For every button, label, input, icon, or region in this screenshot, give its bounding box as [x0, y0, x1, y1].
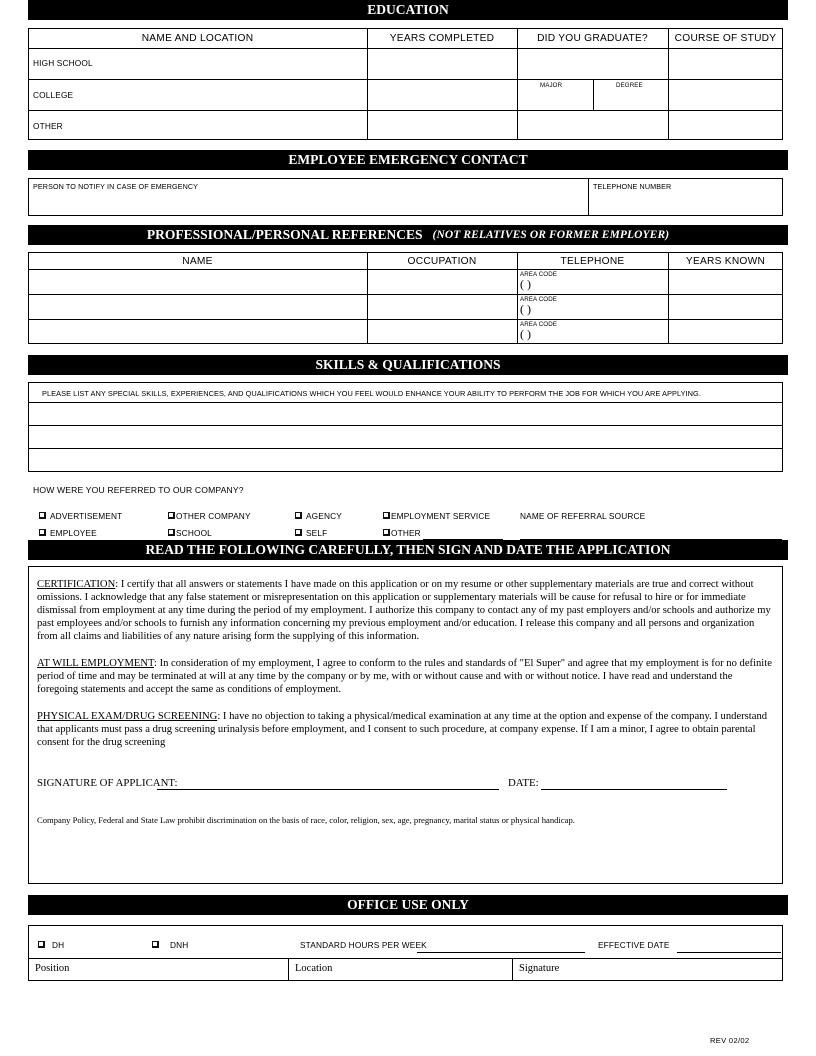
office-use-hours-label: STANDARD HOURS PER WEEK	[300, 940, 427, 950]
education-cell-college-major[interactable]	[519, 88, 592, 109]
date-input[interactable]	[541, 777, 727, 790]
checkbox-dnh[interactable]	[152, 941, 159, 948]
referral-label-self: SELF	[306, 528, 328, 538]
education-col-did-you-graduate: DID YOU GRADUATE?	[537, 33, 648, 44]
signature-of-applicant-input[interactable]	[157, 777, 499, 790]
checkbox-school[interactable]	[168, 529, 175, 536]
skills-instruction: PLEASE LIST ANY SPECIAL SKILLS, EXPERIENCES, AND QUALIFICATIONS WHICH YOU FEEL WOULD ENHANCE YOUR ABILITY TO PERFORM THE JOB FOR WHICH YOU ARE APPLYING.	[42, 389, 701, 398]
references-cell-years-known-3[interactable]	[670, 321, 782, 343]
referral-label-other: OTHER	[391, 528, 421, 538]
checkbox-other[interactable]	[383, 529, 390, 536]
references-col-occupation: OCCUPATION	[407, 256, 477, 267]
certification-body: : I certify that all answers or statements I have made on this application or on my resume or other supplementary materials are true and correct without omissions. I acknowledge that any false statement or misrepresentation on this application or supplementary materials will be cause for refusal to hire or for immediate dismissal from employment at any time during the period of my employment. I authorize this company to contact any of my past employers and/or schools and authorize my past employees and/or schools to furnish any information concerning my previous employment and/or education. I release this company and all persons and organization from all claims and liabilities of any nature arising form the supplying of this information.	[37, 579, 771, 643]
section-header-references	[28, 225, 788, 245]
education-cell-college-course[interactable]	[670, 81, 782, 109]
section-header-emergency-contact	[28, 150, 788, 170]
references-area-code-label-3: AREA CODE	[520, 321, 558, 328]
education-row-other: OTHER	[33, 121, 63, 131]
education-cell-other-name[interactable]	[30, 112, 366, 139]
office-use-effective-date-label: EFFECTIVE DATE	[598, 940, 670, 950]
checkbox-agency[interactable]	[295, 512, 302, 519]
office-use-hours-input[interactable]	[417, 941, 585, 953]
emergency-person-label: PERSON TO NOTIFY IN CASE OF EMERGENCY	[33, 182, 199, 191]
referral-source-input[interactable]	[520, 528, 782, 540]
references-cell-years-known-1[interactable]	[670, 271, 782, 293]
education-cell-other-course[interactable]	[670, 112, 782, 139]
at-will-heading: AT WILL EMPLOYMENT	[37, 658, 154, 669]
references-phone-paren-2: ( )	[520, 302, 531, 316]
checkbox-employment-service[interactable]	[383, 512, 390, 519]
education-col-name-location: NAME AND LOCATION	[141, 33, 254, 44]
section-header-education	[28, 0, 788, 20]
nondiscrimination-notice: Company Policy, Federal and State Law prohibit discrimination on the basis of race, color, religion, sex, age, pregnancy, marital status or physical handicap.	[37, 815, 575, 825]
signature-of-applicant-label: SIGNATURE OF APPLICANT:	[37, 777, 178, 789]
checkbox-advertisement[interactable]	[39, 512, 46, 519]
referral-label-employee: EMPLOYEE	[50, 528, 97, 538]
section-header-skills-label: SKILLS & QUALIFICATIONS	[315, 357, 501, 372]
checkbox-other-company[interactable]	[168, 512, 175, 519]
references-phone-paren-3: ( )	[520, 327, 531, 341]
skills-input-line-1[interactable]	[30, 404, 782, 424]
section-header-skills	[28, 355, 788, 375]
at-will-paragraph	[37, 657, 775, 696]
emergency-person-field[interactable]	[30, 192, 586, 214]
office-use-signature-input[interactable]	[575, 960, 781, 979]
references-cell-name-2[interactable]	[30, 296, 366, 318]
education-col-years-completed: YEARS COMPLETED	[389, 33, 495, 44]
office-use-col-rule-1	[288, 958, 289, 981]
referral-question: HOW WERE YOU REFERRED TO OUR COMPANY?	[33, 485, 244, 495]
office-use-effective-date-input[interactable]	[677, 941, 781, 953]
office-use-location-input[interactable]	[345, 960, 510, 979]
references-cell-years-known-2[interactable]	[670, 296, 782, 318]
physical-exam-heading: PHYSICAL EXAM/DRUG SCREENING	[37, 711, 218, 722]
references-col-years-known: YEARS KNOWN	[685, 256, 766, 267]
education-cell-high-school-name[interactable]	[30, 50, 366, 78]
office-use-dh-label: DH	[52, 940, 65, 950]
physical-exam-body: : I have no objection to taking a physical/medical examination at any time at the option and expense of the company. I understand that applicants must pass a drug screening urinalysis before employment, and I consent to such procedure, at company expense. If I am a minor, I agree to obtain parental consent for the drug screening	[37, 711, 768, 749]
emergency-phone-label: TELEPHONE NUMBER	[593, 182, 672, 191]
certification-heading: CERTIFICATION	[37, 579, 116, 590]
emergency-phone-field[interactable]	[590, 192, 782, 214]
skills-input-line-3[interactable]	[30, 450, 782, 471]
education-cell-other-years[interactable]	[369, 112, 516, 139]
checkbox-employee[interactable]	[39, 529, 46, 536]
section-header-agreement	[28, 540, 788, 560]
section-header-emergency-contact-label: EMPLOYEE EMERGENCY CONTACT	[288, 152, 528, 167]
office-use-col-rule-2	[512, 958, 513, 981]
physical-exam-paragraph	[37, 710, 775, 749]
education-col-course-of-study: COURSE OF STUDY	[674, 33, 777, 44]
checkbox-self[interactable]	[295, 529, 302, 536]
references-area-code-label-1: AREA CODE	[520, 271, 558, 278]
skills-input-line-2[interactable]	[30, 427, 782, 447]
certification-paragraph	[37, 578, 775, 643]
office-use-dnh-label: DNH	[170, 940, 189, 950]
revision-footer: REV 02/02	[710, 1036, 750, 1045]
office-use-signature-label: Signature	[519, 963, 560, 974]
references-col-telephone: TELEPHONE	[560, 256, 625, 267]
referral-label-agency: AGENCY	[306, 511, 342, 521]
referral-label-other-company: OTHER COMPANY	[176, 511, 251, 521]
references-area-code-label-2: AREA CODE	[520, 296, 558, 303]
references-cell-phone-3[interactable]	[560, 325, 666, 343]
referral-label-school: SCHOOL	[176, 528, 212, 538]
referral-label-employment-service: EMPLOYMENT SERVICE	[391, 511, 491, 521]
education-cell-high-school-course[interactable]	[670, 50, 782, 78]
education-cell-college-years[interactable]	[369, 81, 516, 109]
references-cell-phone-1[interactable]	[560, 275, 666, 293]
education-cell-college-degree[interactable]	[595, 88, 667, 109]
section-header-education-label: EDUCATION	[367, 2, 449, 17]
references-cell-occupation-2[interactable]	[369, 296, 516, 318]
education-cell-high-school-years[interactable]	[369, 50, 516, 78]
office-use-position-label: Position	[35, 963, 70, 974]
references-cell-phone-2[interactable]	[560, 300, 666, 318]
references-cell-occupation-3[interactable]	[369, 321, 516, 343]
referral-label-advertisement: ADVERTISEMENT	[50, 511, 123, 521]
office-use-position-input[interactable]	[80, 960, 285, 979]
education-college-major-label: MAJOR	[540, 82, 563, 89]
section-header-office-use	[28, 895, 788, 915]
education-cell-college-name[interactable]	[30, 81, 366, 109]
office-use-location-label: Location	[295, 963, 333, 974]
checkbox-dh[interactable]	[38, 941, 45, 948]
section-header-agreement-label: READ THE FOLLOWING CAREFULLY, THEN SIGN AND DATE THE APPLICATION	[145, 542, 671, 557]
education-cell-high-school-graduate[interactable]	[519, 50, 667, 78]
section-header-references-subtitle: (NOT RELATIVES OR FORMER EMPLOYER)	[432, 229, 670, 241]
at-will-body: : In consideration of my employment, I agree to conform to the rules and standards of "El Super" and agree that my employment is for no definite period of time and may be terminated at will at any time by the company or by me, with or without cause and with or without notice. I have read and understand the foregoing statements and accept the same as conditions of employment.	[37, 658, 772, 696]
section-header-office-use-label: OFFICE USE ONLY	[347, 897, 469, 912]
references-col-name: NAME	[182, 256, 213, 267]
references-cell-name-1[interactable]	[30, 271, 366, 293]
education-cell-other-graduate[interactable]	[519, 112, 667, 139]
references-phone-paren-1: ( )	[520, 277, 531, 291]
education-college-degree-label: DEGREE	[616, 82, 643, 89]
references-cell-occupation-1[interactable]	[369, 271, 516, 293]
education-row-college: COLLEGE	[33, 90, 74, 100]
referral-source-label: NAME OF REFERRAL SOURCE	[520, 511, 646, 521]
references-cell-name-3[interactable]	[30, 321, 366, 343]
date-label: DATE:	[508, 777, 539, 789]
education-row-high-school: HIGH SCHOOL	[33, 58, 93, 68]
referral-other-input[interactable]	[423, 528, 503, 540]
section-header-references-label: PROFESSIONAL/PERSONAL REFERENCES	[146, 227, 423, 242]
